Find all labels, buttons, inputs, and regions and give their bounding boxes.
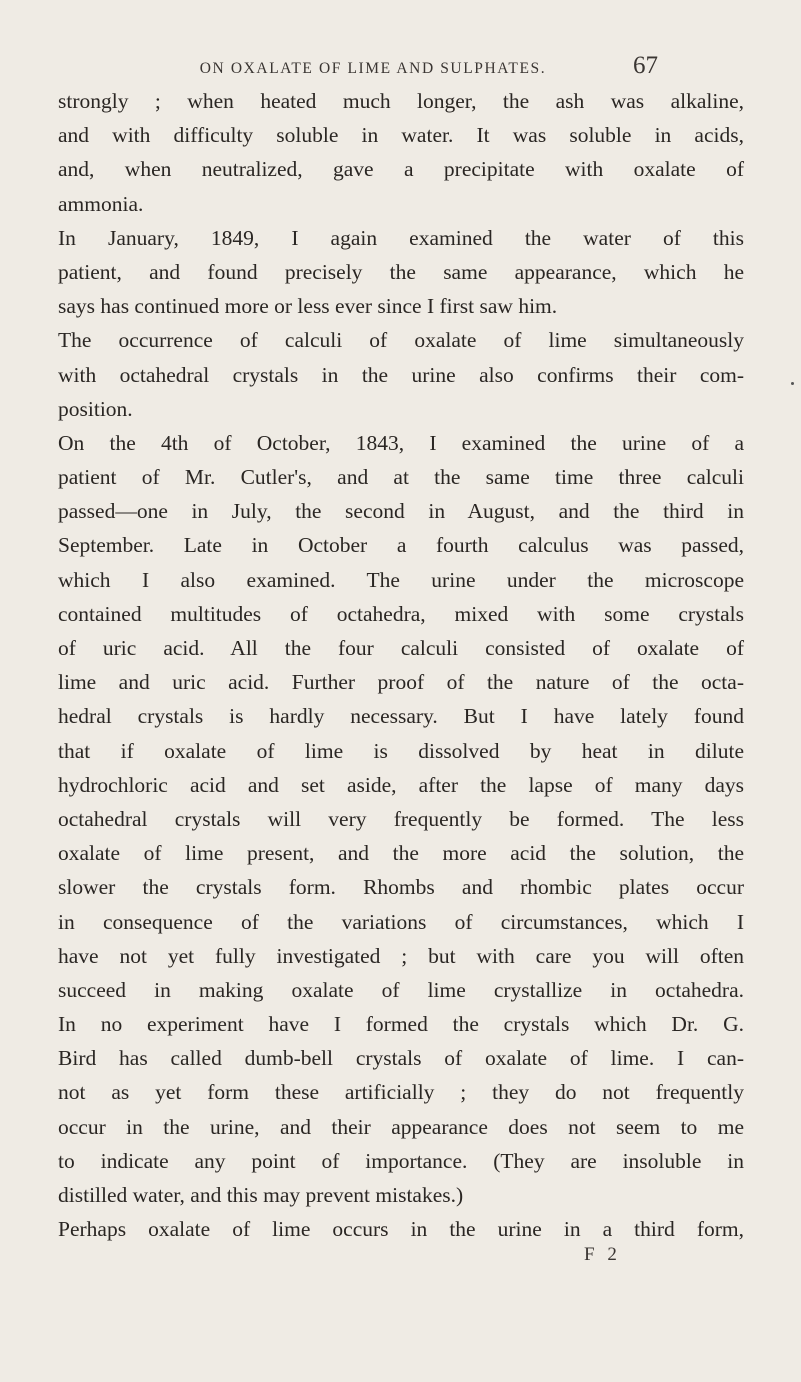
text-line: octahedral crystals will very frequently be formed. The less [58, 806, 744, 831]
text-line: In January, 1849, I again examined the water of this [58, 225, 744, 250]
text-line: slower the crystals form. Rhombs and rhombic plates occur [58, 875, 744, 900]
text-line: patient of Mr. Cutler's, and at the same time three calculi [58, 465, 744, 490]
text-line: The occurrence of calculi of oxalate of lime simultaneously [58, 328, 744, 353]
text-line: not as yet form these artificially ; they do not frequently [58, 1080, 744, 1105]
text-line: On the 4th of October, 1843, I examined the urine of a [58, 430, 744, 455]
text-line: hydrochloric acid and set aside, after the lapse of many days [58, 772, 744, 797]
text-line: succeed in making oxalate of lime crystallize in octahedra. [58, 977, 744, 1002]
text-line: strongly ; when heated much longer, the ash was alkaline, [58, 89, 744, 113]
margin-speck [791, 382, 794, 385]
text-line: passed—one in July, the second in August, and the third in [58, 499, 744, 524]
text-line: position. [58, 396, 133, 421]
text-line: with octahedral crystals in the urine also confirms their com- [58, 362, 744, 387]
text-line: have not yet fully investigated ; but with care you will often [58, 943, 744, 968]
text-line: distilled water, and this may prevent mistakes.) [58, 1183, 464, 1207]
text-line: and, when neutralized, gave a precipitate with oxalate of [58, 157, 744, 182]
text-line: lime and uric acid. Further proof of the nature of the octa- [58, 670, 744, 695]
text-line: to indicate any point of importance. (They are insoluble in [58, 1148, 744, 1173]
text-line: of uric acid. All the four calculi consisted of oxalate of [58, 636, 744, 660]
text-line: contained multitudes of octahedra, mixed with some crystals [58, 601, 744, 626]
body-text [58, 84, 744, 1246]
text-line: oxalate of lime present, and the more acid the solution, the [58, 841, 744, 866]
text-line: that if oxalate of lime is dissolved by heat in dilute [58, 738, 744, 763]
text-line: says has continued more or less ever since I first saw him. [58, 294, 558, 319]
page-number: 67 [633, 52, 658, 79]
running-head: ON OXALATE OF LIME AND SULPHATES. [199, 60, 547, 77]
text-line: which I also examined. The urine under the microscope [58, 567, 744, 592]
text-line: and with difficulty soluble in water. It was soluble in acids, [58, 123, 744, 148]
text-line: In no experiment have I formed the crystals which Dr. G. [58, 1012, 744, 1037]
text-line: patient, and found precisely the same appearance, which he [58, 259, 744, 284]
signature-mark: F 2 [584, 1244, 621, 1265]
text-line: occur in the urine, and their appearance does not seem to me [58, 1114, 744, 1139]
text-line: Perhaps oxalate of lime occurs in the urine in a third form, [58, 1217, 744, 1242]
text-line: hedral crystals is hardly necessary. But I have lately found [58, 704, 744, 729]
text-line: Bird has called dumb-bell crystals of oxalate of lime. I can- [58, 1046, 744, 1071]
text-line: September. Late in October a fourth calculus was passed, [58, 533, 744, 558]
text-line: ammonia. [58, 191, 144, 216]
text-line: in consequence of the variations of circumstances, which I [58, 909, 744, 934]
